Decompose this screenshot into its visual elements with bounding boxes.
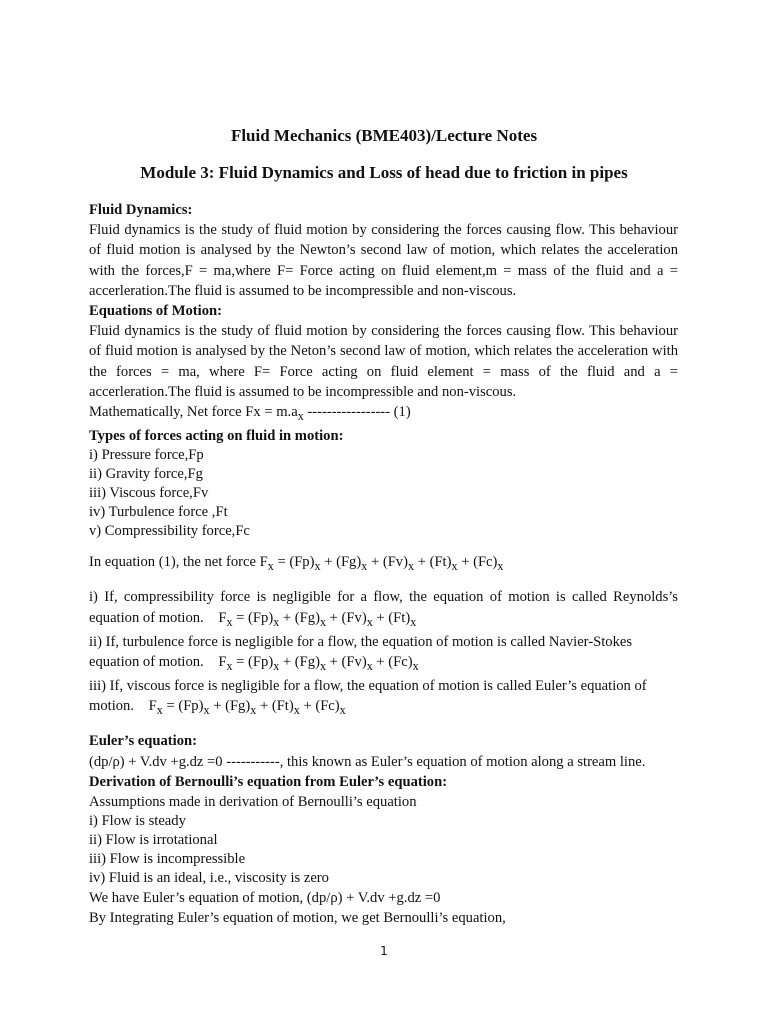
paragraph-fluid-dynamics: Fluid dynamics is the study of fluid motion by considering the forces causing flow. This behaviour of fluid motion is analysed by the Newton’s second law of motion, which relates the acceleration with the forces,F = ma,where F= Force acting on fluid element,m = mass of the fluid and a = accerleration.The fluid is assumed to be incompressible and non-viscous. [89,222,678,299]
list-item: ii) Gravity force,Fg [89,466,203,483]
case-reynolds: i) If, compressibility force is negligible for a flow, the equation of motion is called Reynolds’s equation of motion. $F_x = (Fp)_x + (Fg)_x + (Fv)_x + (Ft)_x$ [89,589,678,629]
list-item: i) Pressure force,Fp [89,447,204,464]
section-heading-bernoulli-derivation: Derivation of Bernoulli’s equation from Euler’s equation: [89,773,448,790]
assumptions-list [89,812,678,888]
list-item: iv) Fluid is an ideal, i.e., viscosity is zero [89,870,329,887]
bernoulli-assumptions-intro: Assumptions made in derivation of Bernoulli’s equation [89,794,417,810]
list-item: v) Compressibility force,Fc [89,523,250,540]
list-item: iii) Viscous force,Fv [89,485,209,502]
section-heading-eulers-equation: Euler’s equation: [89,733,197,750]
case-euler: iii) If, viscous force is negligible for a flow, the equation of motion is called Euler’s equation of motion. $F_x = (Fp)_x + (Fg)_x + (Ft)_x + (Fc)_x$ [89,678,647,718]
case-navier-stokes: ii) If, turbulence force is negligible for a flow, the equation of motion is called Navier-Stokes equation of motion. $F_x = (Fp)_x + (Fg)_x + (Fv)_x + (Fc)_x$ [89,633,633,673]
list-item: i) Flow is steady [89,813,186,830]
list-item: ii) Flow is irrotational [89,832,218,849]
list-item: iii) Flow is incompressible [89,851,246,868]
net-force-equation: In equation (1), the net force $F_x = (Fp)_x + (Fg)_x + (Fv)_x + (Ft)_x + (Fc)_x$ [89,554,504,574]
section-heading-equations-of-motion: Equations of Motion: [89,303,222,320]
integration-statement: By Integrating Euler’s equation of motion, we get Bernoulli’s equation, [89,910,506,927]
section-heading-fluid-dynamics: Fluid Dynamics: [89,202,193,218]
forces-list [89,446,678,541]
paragraph-eulers-equation: (dp/ρ) + V.dv +g.dz =0 -----------, this known as Euler’s equation of motion along a stream line. [89,753,646,770]
page-number: 1 [380,944,388,958]
document-body [89,200,678,929]
list-item: iv) Turbulence force ,Ft [89,504,228,521]
euler-equation-recall: We have Euler’s equation of motion, (dp/ρ) + V.dv +g.dz =0 [89,890,441,907]
section-heading-types-of-forces: Types of forces acting on fluid in motion: [89,428,344,445]
module-title: Module 3: Fluid Dynamics and Loss of head due to friction in pipes [140,163,628,182]
net-force-line: Mathematically, Net force $Fx = m.a_x$ ----------------- (1) [89,404,411,423]
document-title: Fluid Mechanics (BME403)/Lecture Notes [230,126,538,145]
paragraph-equations-of-motion: Fluid dynamics is the study of fluid motion by considering the forces causing flow. This behaviour of fluid motion is analysed by the Neton’s second law of motion, which relates the acceleration with the forces = ma, where F= Force acting on fluid element = mass of the fluid and a = accerleration.The fluid is assumed to be incompressible and non-viscous. [89,323,678,400]
